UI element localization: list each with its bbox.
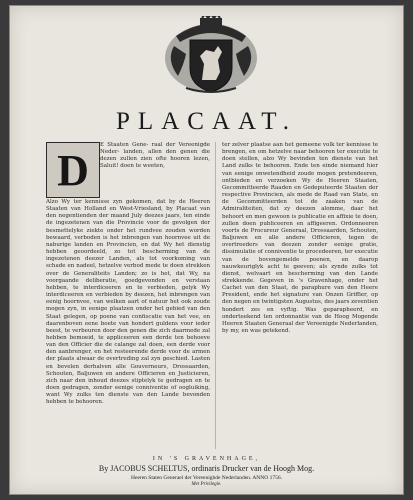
placard-sheet	[10, 6, 403, 494]
right-column	[222, 142, 378, 449]
column-divider	[215, 142, 216, 449]
drop-cap-letter: D	[57, 145, 89, 195]
right-column-text: ter zelver plaatse aan het gemeene volk ter kennisse te brengen, en om hetzelve naar behooren ter executie te doen stellen, alzo Wy bevinden ten dienste van het Land zulks te behooren. Ende ten einde niemand hier van eenige onwetendheid zoude mogen pretendeeren, ontbieden en verzoeken Wy de Heeren Staaten, Gecommitteerde Raaden en Gedeputeerde Staaten der respective Provincien, als mede de Raad van State, en de Gecommitteerden tot de zaaken van de Admiraliteiten, dat zy deezen alomme, daar het behoort en men gewoon is publicatie en affixie te doen, zullen doen publiceeren en affigeeren. Ordonneeren voorts de Procureur Generaal, Drossaarden, Schouten, Baljuwen en alle andere Officieren, tegen de overtreeders van deezen zonder eenige gratie, dissimulatie of conniventie te procedeeren, ter executie van de bovengemelde poenen, en daarop nauwkeuriglyk acht te geeven; als zynde zulks tot dienst, welvaart en bescherming van den Lande strekkende. Gegeven in 's Gravenhage, onder het Cachet van den Staat, de paraphure van den Heere President, ende het signature van Onzen Griffier, op den negen en twintigsten Augustus, des jaars zeventien hondert zes en vyftig. Was geparapheerd, en onderteekend ten ordonnantie van de Hoog Mogende Heeren Staaten Generaal der Vereenigde Nederlanden, by my, en was getekend.	[222, 142, 378, 335]
intro-text: E Staaten Gene- raal der Vereenigde Neder- landen, allen den genen die dezen zullen zien ofte hooren lezen, Saluit! doen te weeten,	[100, 142, 210, 170]
document-title: PLACAAT.	[116, 108, 297, 135]
imprint-printer: By JACOBUS SCHELTUS, ordinaris Drucker van de Hoogh Mog.	[98, 464, 315, 473]
imprint-place: IN 'S GRAVENHAGE,	[152, 456, 261, 462]
imprint-privilege: Met Privilegie.	[191, 482, 222, 487]
left-column-text: Alzo Wy ter kennisse zyn gekomen, dat by de Heeren Staaten van Holland en West-Vriesland, by Placaat van den negentienden der maand July deezes jaars, ten einde de ingezetenen van die Provincie voor de gevolgen der besmettelyke ziekte onder het rundvee zouden worden bewaard, verboden is het inbrengen van hoornvee uit de naburige landen en Provincien, en dat Wy het dienstig hebben geoordeeld, zo tot bescherming van de ingezetenen deezer Landen, als tot voorkoming van schade en nadeel, hetzelve verbod mede te doen strekken over de Generaliteits Landen; zo is het, dat Wy, na voorgaande deliberatie, goedgevonden en verstaan hebben, te interdiceeren en te verbieden, gelyk Wy interdiceeren en verbieden by deezen, het inbrengen van eenig hoornvee, van welken aart of natuur het ook zoude mogen zyn, in eenige plaatzen onder het gebied van den Staat gelegen, op poene van confiscatie van het vee, en daarenboven eene boete van hondert guldens voor ieder beest, te verbeuren door den genen die zich daarmede zal hebben bemoeid, te appliceeren een derde ten behoeve van den Officier die de calange zal doen, een derde voor den aanbrenger, en het resteerende derde voor de armen der plaats alwaar de overtreding zal zyn geschied. Lasten en bevelen derhalven alle Gouverneurs, Drossaarden, Schouten, Baljuwen en andere Officieren en Justicieren, zich naar den inhoud deezes stiptelyk te gedragen en te doen gedragen, zonder eenige conniventie of oogluiking, want Wy zulks ten dienste van den Lande bevonden hebben te behooren.	[46, 199, 210, 406]
drop-cap	[46, 142, 100, 198]
imprint-authority: Heeren Staten Generael der Vereenighde Nederlanden. ANNO 1756.	[131, 475, 282, 481]
coat-of-arms-icon	[156, 16, 266, 96]
left-column	[46, 199, 210, 449]
intro-paragraph	[100, 142, 210, 197]
